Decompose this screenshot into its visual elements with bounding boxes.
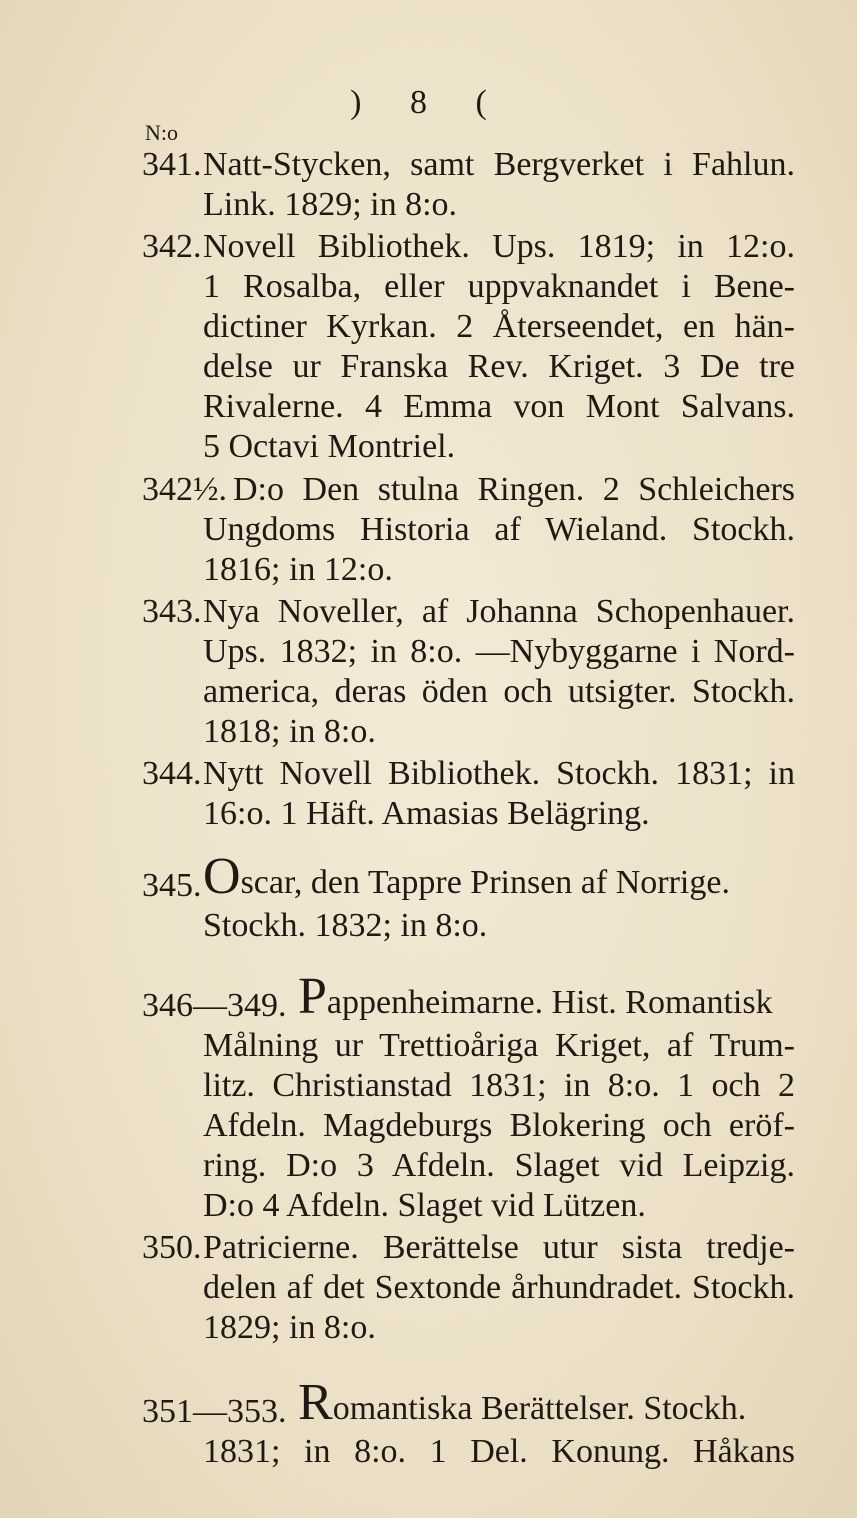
entry-line: omantiska Berättelser. Stockh.: [332, 1390, 747, 1427]
entry-title-line: [298, 968, 773, 1025]
entry-line: Nya Noveller, af Johanna Schopenhauer.: [203, 593, 795, 630]
initial-letter: O: [203, 848, 241, 905]
entry-line: Rivalerne. 4 Emma von Mont Salvans.: [203, 388, 795, 425]
number-column-label: N:o: [145, 120, 178, 145]
entry-line: Målning ur Trettioåriga Kriget, af Trum-: [203, 1027, 795, 1064]
entry-line: 1816; in 12:o.: [203, 551, 393, 588]
entry-line: Patricierne. Berättelse utur sista tredje-: [203, 1229, 795, 1266]
entry-title-line: [298, 1374, 747, 1431]
entry-number: 343.: [142, 593, 202, 630]
entry-line: 1831; in 8:o. 1 Del. Konung. Håkans: [203, 1433, 795, 1470]
entry-number: 341.: [142, 146, 202, 183]
entry-line: 1 Rosalba, eller uppvaknandet i Bene-: [203, 268, 795, 305]
entry-line: litz. Christianstad 1831; in 8:o. 1 och 2: [203, 1067, 795, 1104]
entry-title-line: [203, 848, 730, 905]
entry-line: appenheimarne. Hist. Romantisk: [326, 984, 773, 1021]
entry-number: 345.: [142, 867, 202, 904]
initial-letter: P: [298, 968, 327, 1025]
entry-number: 342.: [142, 228, 202, 265]
entry-line: 5 Octavi Montriel.: [203, 428, 456, 465]
page-number-marker: ) 8 (: [350, 84, 507, 121]
entry-line: Ups. 1832; in 8:o. —Nybyggarne i Nord-: [203, 633, 795, 670]
entry-line: D:o Den stulna Ringen. 2 Schleichers: [233, 471, 795, 508]
entry-line: 1829; in 8:o.: [203, 1309, 376, 1346]
entry-line: Novell Bibliothek. Ups. 1819; in 12:o.: [203, 228, 795, 265]
entry-line: 16:o. 1 Häft. Amasias Belägring.: [203, 795, 650, 832]
entry-line: Nytt Novell Bibliothek. Stockh. 1831; in: [203, 755, 795, 792]
entry-line: Stockh. 1832; in 8:o.: [203, 907, 488, 944]
entry-number: 346—349.: [142, 987, 287, 1024]
entry-line: dictiner Kyrkan. 2 Återseendet, en hän-: [203, 308, 795, 345]
entry-line: Link. 1829; in 8:o.: [203, 186, 458, 223]
entry-number: 344.: [142, 755, 202, 792]
entry-line: Natt-Stycken, samt Bergverket i Fahlun.: [203, 146, 795, 183]
entry-line: Afdeln. Magdeburgs Blokering och eröf-: [203, 1107, 795, 1144]
entry-line: delse ur Franska Rev. Kriget. 3 De tre: [203, 348, 795, 385]
entry-number: 350.: [142, 1229, 202, 1266]
entry-line: D:o 4 Afdeln. Slaget vid Lützen.: [203, 1187, 646, 1224]
entry-number: 351—353.: [142, 1393, 287, 1430]
entry-line: 1818; in 8:o.: [203, 713, 376, 750]
entry-line: delen af det Sextonde århundradet. Stockh.: [203, 1269, 795, 1306]
entry-line: Ungdoms Historia af Wieland. Stockh.: [203, 511, 795, 548]
entry-number: 342½.: [142, 471, 227, 508]
initial-letter: R: [298, 1374, 333, 1431]
entry-line: scar, den Tappre Prinsen af Norrige.: [240, 864, 730, 901]
entry-line: america, deras öden och utsigter. Stockh.: [203, 673, 795, 710]
entry-line: ring. D:o 3 Afdeln. Slaget vid Leipzig.: [203, 1147, 795, 1184]
